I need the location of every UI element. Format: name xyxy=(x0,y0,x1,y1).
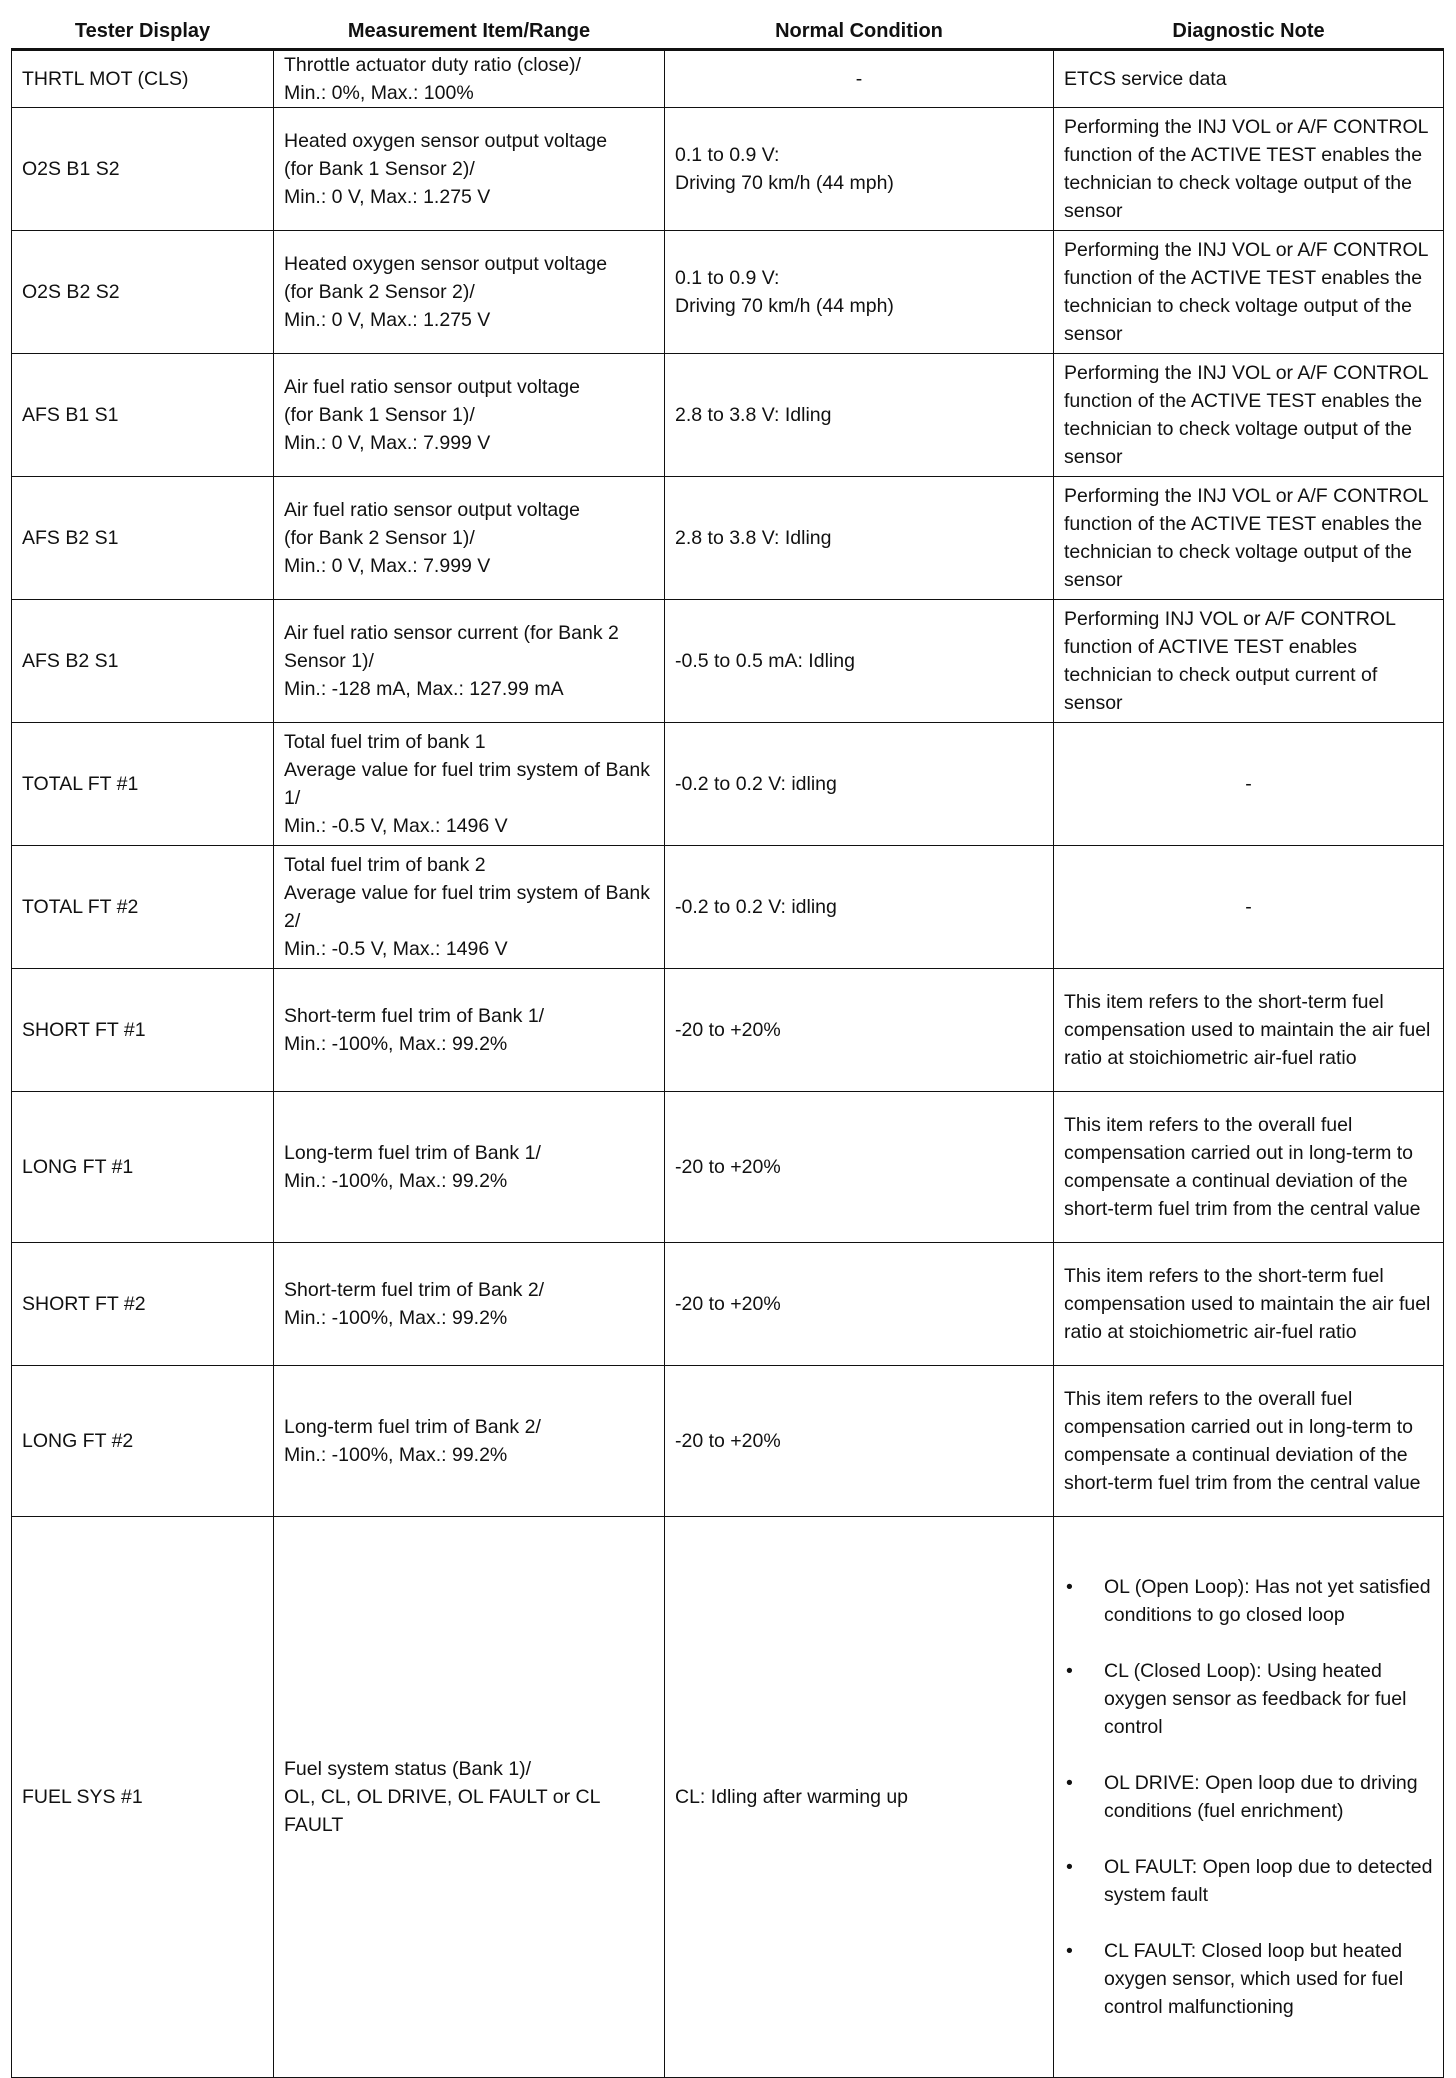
table-row xyxy=(12,846,1444,969)
table-row xyxy=(12,723,1444,846)
table-row xyxy=(12,231,1444,354)
diagnostic-note-cell: Performing the INJ VOL or A/F CONTROL function of the ACTIVE TEST enables the technician to check voltage output of the sensor xyxy=(1054,231,1444,354)
fuel-status-bullet-list xyxy=(1064,1545,1433,2049)
diagnostic-note-cell: This item refers to the overall fuel compensation carried out in long-term to compensate a continual deviation of the short-term fuel trim from the central value xyxy=(1054,1092,1444,1243)
measurement-item-cell: Heated oxygen sensor output voltage (for Bank 1 Sensor 2)/ Min.: 0 V, Max.: 1.275 V xyxy=(274,108,665,231)
table-row xyxy=(12,600,1444,723)
normal-condition-cell: -20 to +20% xyxy=(665,1243,1054,1366)
table-row xyxy=(12,477,1444,600)
tester-display-cell: LONG FT #2 xyxy=(12,1366,274,1517)
table-row xyxy=(12,50,1444,108)
normal-condition-cell: -20 to +20% xyxy=(665,969,1054,1092)
bullet-text: OL DRIVE: Open loop due to driving conditions (fuel enrichment) xyxy=(1104,1772,1418,1822)
diagnostic-note-cell: - xyxy=(1054,846,1444,969)
measurement-item-cell: Long-term fuel trim of Bank 2/ Min.: -100%, Max.: 99.2% xyxy=(274,1366,665,1517)
normal-condition-cell: -20 to +20% xyxy=(665,1092,1054,1243)
normal-condition-cell: - xyxy=(665,50,1054,108)
measurement-item-cell: Air fuel ratio sensor output voltage (for Bank 1 Sensor 1)/ Min.: 0 V, Max.: 7.999 V xyxy=(274,354,665,477)
normal-condition-cell: CL: Idling after warming up xyxy=(665,1517,1054,2078)
bullet-text: OL FAULT: Open loop due to detected system fault xyxy=(1104,1856,1433,1906)
bullet-icon: • xyxy=(1066,1772,1073,1794)
list-item xyxy=(1064,1853,1433,1909)
normal-condition-cell: -0.5 to 0.5 mA: Idling xyxy=(665,600,1054,723)
normal-condition-cell: 0.1 to 0.9 V: Driving 70 km/h (44 mph) xyxy=(665,108,1054,231)
measurement-item-cell: Short-term fuel trim of Bank 2/ Min.: -100%, Max.: 99.2% xyxy=(274,1243,665,1366)
measurement-item-cell: Heated oxygen sensor output voltage (for Bank 2 Sensor 2)/ Min.: 0 V, Max.: 1.275 V xyxy=(274,231,665,354)
header-tester-display: Tester Display xyxy=(12,14,274,50)
bullet-text: CL FAULT: Closed loop but heated oxygen sensor, which used for fuel control malfunctioning xyxy=(1104,1940,1404,2018)
table-row xyxy=(12,1092,1444,1243)
list-item xyxy=(1064,1769,1433,1825)
diagnostic-note-cell xyxy=(1054,1517,1444,2078)
measurement-item-cell: Long-term fuel trim of Bank 1/ Min.: -100%, Max.: 99.2% xyxy=(274,1092,665,1243)
table-row xyxy=(12,354,1444,477)
list-item xyxy=(1064,1573,1433,1629)
header-diagnostic-note: Diagnostic Note xyxy=(1054,14,1444,50)
normal-condition-cell: -0.2 to 0.2 V: idling xyxy=(665,846,1054,969)
diagnostic-note-cell: Performing the INJ VOL or A/F CONTROL function of the ACTIVE TEST enables the technician to check voltage output of the sensor xyxy=(1054,354,1444,477)
table-row xyxy=(12,969,1444,1092)
normal-condition-cell: -0.2 to 0.2 V: idling xyxy=(665,723,1054,846)
tester-display-cell: FUEL SYS #1 xyxy=(12,1517,274,2078)
header-measurement-item: Measurement Item/Range xyxy=(274,14,665,50)
data-list-table xyxy=(11,14,1444,2078)
header-normal-condition: Normal Condition xyxy=(665,14,1054,50)
measurement-item-cell: Air fuel ratio sensor output voltage (for Bank 2 Sensor 1)/ Min.: 0 V, Max.: 7.999 V xyxy=(274,477,665,600)
table-row xyxy=(12,108,1444,231)
diagnostic-note-cell: Performing the INJ VOL or A/F CONTROL function of the ACTIVE TEST enables the technician to check voltage output of the sensor xyxy=(1054,108,1444,231)
tester-display-cell: THRTL MOT (CLS) xyxy=(12,50,274,108)
measurement-item-cell: Total fuel trim of bank 1 Average value for fuel trim system of Bank 1/ Min.: -0.5 V, Max.: 1496 V xyxy=(274,723,665,846)
tester-display-cell: O2S B2 S2 xyxy=(12,231,274,354)
tester-display-cell: SHORT FT #1 xyxy=(12,969,274,1092)
tester-display-cell: AFS B2 S1 xyxy=(12,477,274,600)
diagnostic-note-cell: This item refers to the short-term fuel compensation used to maintain the air fuel ratio at stoichiometric air-fuel ratio xyxy=(1054,1243,1444,1366)
measurement-item-cell: Fuel system status (Bank 1)/ OL, CL, OL DRIVE, OL FAULT or CL FAULT xyxy=(274,1517,665,2078)
table-row xyxy=(12,1517,1444,2078)
bullet-icon: • xyxy=(1066,1576,1073,1598)
bullet-icon: • xyxy=(1066,1940,1073,1962)
normal-condition-cell: 2.8 to 3.8 V: Idling xyxy=(665,477,1054,600)
normal-condition-cell: 2.8 to 3.8 V: Idling xyxy=(665,354,1054,477)
tester-display-cell: TOTAL FT #2 xyxy=(12,846,274,969)
bullet-text: CL (Closed Loop): Using heated oxygen sensor as feedback for fuel control xyxy=(1104,1660,1407,1738)
bullet-icon: • xyxy=(1066,1660,1073,1682)
normal-condition-cell: -20 to +20% xyxy=(665,1366,1054,1517)
normal-condition-cell: 0.1 to 0.9 V: Driving 70 km/h (44 mph) xyxy=(665,231,1054,354)
tester-display-cell: LONG FT #1 xyxy=(12,1092,274,1243)
table-row xyxy=(12,1366,1444,1517)
tester-display-cell: AFS B2 S1 xyxy=(12,600,274,723)
measurement-item-cell: Short-term fuel trim of Bank 1/ Min.: -100%, Max.: 99.2% xyxy=(274,969,665,1092)
table-row xyxy=(12,1243,1444,1366)
measurement-item-cell: Air fuel ratio sensor current (for Bank 2 Sensor 1)/ Min.: -128 mA, Max.: 127.99 mA xyxy=(274,600,665,723)
diagnostic-note-cell: This item refers to the short-term fuel compensation used to maintain the air fuel ratio at stoichiometric air-fuel ratio xyxy=(1054,969,1444,1092)
measurement-item-cell: Total fuel trim of bank 2 Average value for fuel trim system of Bank 2/ Min.: -0.5 V, Max.: 1496 V xyxy=(274,846,665,969)
bullet-text: OL (Open Loop): Has not yet satisfied conditions to go closed loop xyxy=(1104,1576,1431,1626)
diagnostic-note-cell: Performing the INJ VOL or A/F CONTROL function of the ACTIVE TEST enables the technician to check voltage output of the sensor xyxy=(1054,477,1444,600)
tester-display-cell: SHORT FT #2 xyxy=(12,1243,274,1366)
header-row xyxy=(12,14,1444,50)
list-item xyxy=(1064,1937,1433,2021)
diagnostic-note-cell: ETCS service data xyxy=(1054,50,1444,108)
diagnostic-note-cell: This item refers to the overall fuel compensation carried out in long-term to compensate a continual deviation of the short-term fuel trim from the central value xyxy=(1054,1366,1444,1517)
tester-display-cell: AFS B1 S1 xyxy=(12,354,274,477)
diagnostic-note-cell: Performing INJ VOL or A/F CONTROL function of ACTIVE TEST enables technician to check output current of sensor xyxy=(1054,600,1444,723)
tester-display-cell: O2S B1 S2 xyxy=(12,108,274,231)
bullet-icon: • xyxy=(1066,1856,1073,1878)
measurement-item-cell: Throttle actuator duty ratio (close)/ Min.: 0%, Max.: 100% xyxy=(274,50,665,108)
diagnostic-note-cell: - xyxy=(1054,723,1444,846)
tester-display-cell: TOTAL FT #1 xyxy=(12,723,274,846)
list-item xyxy=(1064,1657,1433,1741)
